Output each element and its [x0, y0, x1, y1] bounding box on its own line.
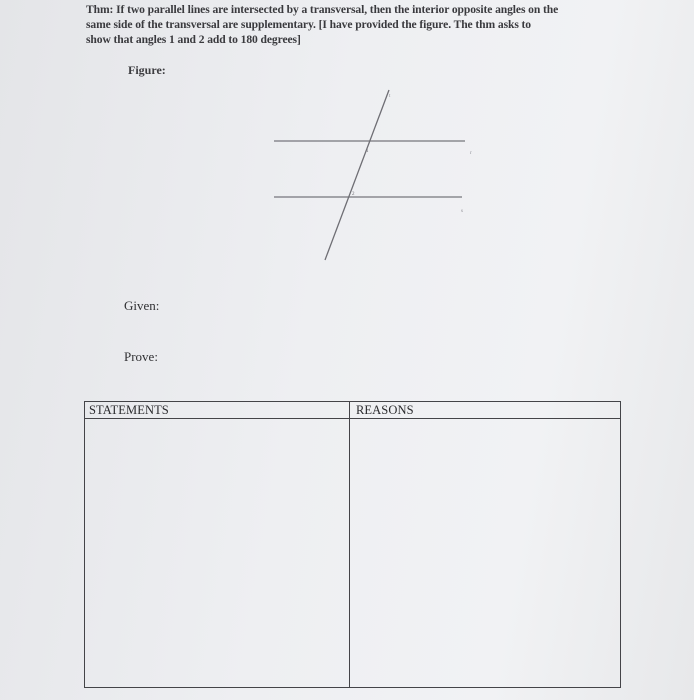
top-line-label: r — [470, 151, 472, 156]
reasons-header: REASONS — [356, 403, 414, 417]
parallel-lines-figure — [260, 88, 490, 263]
bottom-line-label: s — [461, 209, 463, 214]
reasons-cell — [350, 419, 620, 687]
theorem-statement — [86, 2, 631, 47]
theorem-line-3: show that angles 1 and 2 add to 180 degrees] — [86, 33, 301, 46]
figure-label: Figure: — [128, 63, 166, 77]
proof-table-header — [85, 402, 620, 419]
angle-2-label: 2 — [352, 192, 355, 197]
given-label: Given: — [124, 298, 160, 313]
two-column-proof-table — [84, 401, 621, 688]
theorem-line-1: Thm: If two parallel lines are intersected by a transversal, then the interior opposite angles on the — [86, 3, 559, 16]
statements-cell — [85, 419, 349, 687]
transversal-label: t — [389, 94, 391, 99]
angle-1-label: 1 — [366, 149, 369, 154]
theorem-line-2: same side of the transversal are supplementary. [I have provided the figure. The thm asks to — [86, 18, 531, 31]
transversal-line — [325, 90, 389, 260]
statements-header: STATEMENTS — [89, 403, 169, 417]
prove-label: Prove: — [124, 349, 158, 364]
